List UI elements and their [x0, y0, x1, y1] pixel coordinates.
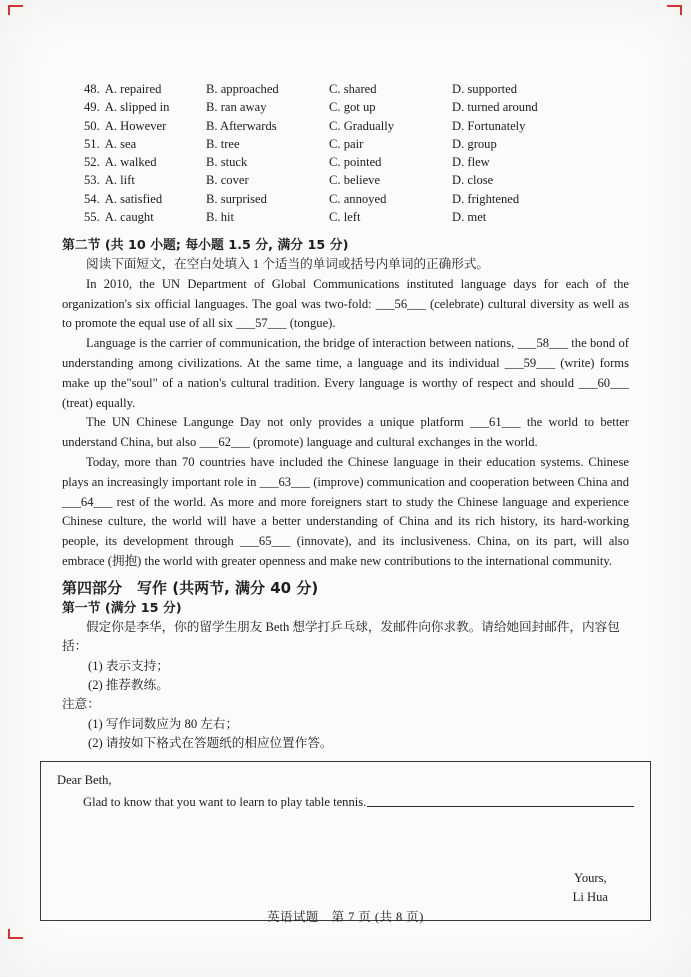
choice-c: C. got up — [329, 100, 376, 115]
letter-closing-text: Yours, — [574, 870, 607, 885]
question-number: 54. — [84, 191, 100, 206]
choice-b: B. stuck — [206, 155, 248, 170]
choice-b: B. tree — [206, 136, 240, 151]
option-cell — [84, 208, 206, 226]
section4-heading: 第四部分 写作 (共两节, 满分 40 分) — [62, 578, 319, 597]
choice-a: A. walked — [104, 155, 157, 170]
choice-c: C. Gradually — [329, 118, 395, 133]
question-number: 50. — [84, 118, 100, 133]
choice-c: C. believe — [329, 173, 381, 188]
choice-a: A. sea — [104, 136, 137, 151]
cloze-paragraph: In 2010, the UN Department of Global Communications instituted language days for each of the organization's six official languages. The goal was two-fold: ___56___ (celebrate) cultural diversity as well as to promote the equal use of all six ___57___ (tongue). — [62, 276, 629, 331]
section2-instruction: 阅读下面短文，在空白处填入 1 个适当的单词或括号内单词的正确形式。 — [86, 257, 489, 272]
question-number: 53. — [84, 173, 100, 188]
option-row — [84, 208, 629, 226]
choice-b: B. surprised — [206, 191, 267, 206]
choice-d: D. close — [452, 173, 494, 188]
question-number: 52. — [84, 155, 100, 170]
choice-d: D. turned around — [452, 100, 538, 115]
choice-b: B. Afterwards — [206, 118, 277, 133]
cloze-paragraph: Today, more than 70 countries have included the Chinese language in their education systems. Chinese plays an increasingly important role in ___63___ (improve) communication and cooperation between China and ___64___ rest of the world. As more and more foreigners start to study the Chinese language and experience Chinese culture, the world will have a better understanding of China and its rich history, its hard-working people, its development through ___65___ (innovate), and its inclusiveness. China, on its part, will also embrace (拥抱) the world with greater openness and make new contributions to the international community. — [62, 454, 629, 568]
option-cell — [84, 80, 206, 98]
option-row — [84, 153, 629, 171]
choice-d: D. supported — [452, 82, 518, 96]
choice-c: C. pair — [329, 136, 364, 151]
choice-a: A. satisfied — [104, 191, 163, 206]
choice-a: A. slipped in — [104, 100, 170, 115]
answer-blank-line — [367, 795, 634, 807]
notice-item: (1) 写作词数应为 80 左右； — [88, 716, 239, 731]
choice-a: A. However — [104, 118, 167, 133]
question-number: 49. — [84, 100, 100, 115]
letter-opening-text: Glad to know that you want to learn to play table tennis. — [83, 794, 367, 809]
question-number: 48. — [84, 82, 100, 96]
choice-b: B. ran away — [206, 100, 267, 115]
answer-letter-box — [40, 761, 651, 921]
option-row — [84, 117, 629, 135]
choice-b: B. approached — [206, 82, 279, 96]
letter-closing — [573, 869, 608, 908]
choice-a: A. repaired — [104, 82, 162, 96]
registration-mark-top-right — [667, 5, 682, 15]
page-footer: 英语试题 第 7 页 (共 8 页) — [267, 910, 424, 924]
option-cell — [84, 153, 206, 171]
section4-sub-heading: 第一节 (满分 15 分) — [62, 600, 182, 616]
option-cell — [84, 117, 206, 135]
choice-a: A. caught — [104, 210, 154, 225]
choice-d: D. met — [452, 210, 487, 225]
registration-mark-bottom-left — [8, 929, 23, 939]
letter-opening-line — [57, 795, 634, 810]
choice-d: D. Fortunately — [452, 118, 526, 133]
prompt-point: (1) 表示支持； — [88, 658, 169, 673]
choice-c: C. pointed — [329, 155, 382, 170]
question-number: 55. — [84, 210, 100, 225]
options-table — [84, 80, 629, 226]
choice-a: A. lift — [104, 173, 135, 188]
letter-indent — [57, 795, 83, 810]
registration-mark-top-left — [8, 5, 23, 15]
choice-c: C. annoyed — [329, 191, 387, 206]
choice-d: D. flew — [452, 155, 490, 170]
option-cell — [84, 171, 206, 189]
prompt-point: (2) 推荐教练。 — [88, 677, 169, 692]
section2-heading: 第二节 (共 10 小题; 每小题 1.5 分, 满分 15 分) — [62, 238, 349, 254]
option-cell — [84, 135, 206, 153]
choice-b: B. cover — [206, 173, 249, 188]
choice-d: D. frightened — [452, 191, 520, 206]
letter-salutation: Dear Beth, — [57, 772, 112, 787]
option-cell — [84, 98, 206, 116]
cloze-paragraph: Language is the carrier of communication, the bridge of interaction between nations, ___58___ the bond of understanding among civilizations. At the same time, a language and its individual ___59___ (write) forms make up the"soul" of a nation's cultural tradition. Every language is worthy of respect and should ___60___ (treat) equally. — [62, 336, 629, 410]
choice-c: C. shared — [329, 82, 377, 96]
question-number: 51. — [84, 136, 100, 151]
choice-c: C. left — [329, 210, 361, 225]
writing-prompt: 假定你是李华，你的留学生朋友 Beth 想学打乒乓球，发邮件向你求教。请给她回封邮件，内容包括： — [62, 619, 620, 654]
letter-signature: Li Hua — [572, 890, 608, 905]
cloze-paragraph: The UN Chinese Langunge Day not only provides a unique platform ___61___ the world to better understand China, but also ___62___ (promote) language and cultural exchanges in the world. — [62, 415, 629, 450]
notice-item: (2) 请按如下格式在答题纸的相应位置作答。 — [88, 736, 333, 751]
option-row — [84, 80, 629, 98]
option-row — [84, 171, 629, 189]
option-row — [84, 98, 629, 116]
notice-label: 注意： — [62, 697, 100, 712]
option-row — [84, 190, 629, 208]
option-cell — [84, 190, 206, 208]
option-row — [84, 135, 629, 153]
choice-d: D. group — [452, 136, 497, 151]
choice-b: B. hit — [206, 210, 234, 225]
